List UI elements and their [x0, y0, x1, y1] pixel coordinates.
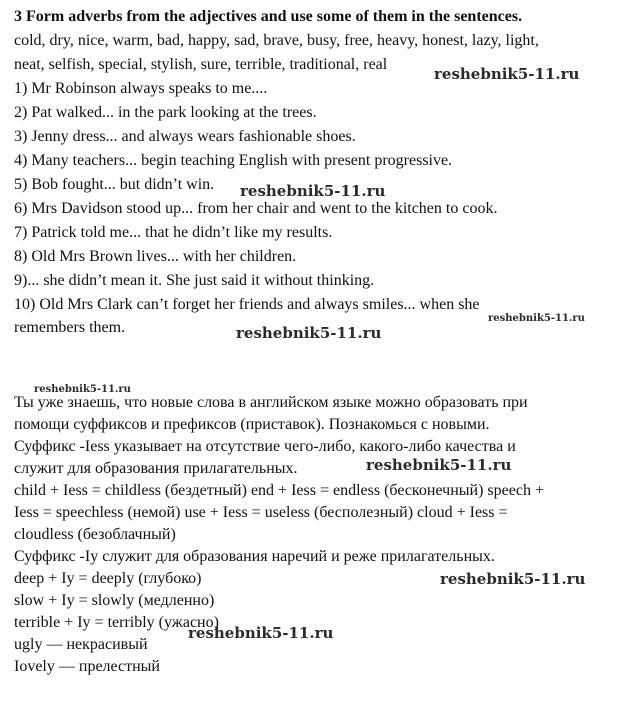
theory-line: cloudless (безоблачный): [14, 526, 176, 543]
word-bank-line: cold, dry, nice, warm, bad, happy, sad, brave, busy, free, heavy, honest, lazy, light,: [14, 32, 539, 49]
theory-line: Суффикс -Iy служит для образования наречий и реже прилагательных.: [14, 548, 495, 565]
watermark: reshebnik5-11.ru: [188, 624, 334, 642]
sentence-5: 5) Bob fought... but didn’t win.: [14, 176, 215, 193]
theory-line: Iess = speechless (немой) use + Iess = useless (бесполезный) cloud + Iess =: [14, 504, 508, 521]
watermark: reshebnik5-11.ru: [34, 384, 131, 395]
theory-line: terrible + Iy = terribly (ужасно): [14, 614, 219, 631]
theory-line: Iovely — прелестный: [14, 658, 160, 675]
watermark: reshebnik5-11.ru: [440, 570, 586, 588]
sentence-6: 6) Mrs Davidson stood up... from her chair and went to the kitchen to cook.: [14, 200, 498, 217]
sentence-7: 7) Patrick told me... that he didn’t like my results.: [14, 224, 333, 241]
sentence-3: 3) Jenny dress... and always wears fashionable shoes.: [14, 128, 356, 145]
theory-line: Ты уже знаешь, что новые слова в английском языке можно образовать при: [14, 394, 528, 411]
theory-line: slow + Iy = slowly (медленно): [14, 592, 215, 609]
theory-line: ugly — некрасивый: [14, 636, 148, 653]
theory-line: Суффикс -Iess указывает на отсутствие чего-либо, какого-либо качества и: [14, 438, 516, 455]
sentence-10: 10) Old Mrs Clark can’t forget her friends and always smiles... when she: [14, 296, 480, 313]
sentence-2: 2) Pat walked... in the park looking at the trees.: [14, 104, 317, 121]
sentence-9: 9)... she didn’t mean it. She just said it without thinking.: [14, 272, 375, 289]
watermark: reshebnik5-11.ru: [240, 182, 386, 200]
watermark: reshebnik5-11.ru: [366, 456, 512, 474]
theory-line: служит для образования прилагательных.: [14, 460, 298, 477]
exercise-title: 3 Form adverbs from the adjectives and use some of them in the sentences.: [14, 8, 523, 25]
watermark: reshebnik5-11.ru: [236, 324, 382, 342]
sentence-1: 1) Mr Robinson always speaks to me....: [14, 80, 268, 97]
sentence-4: 4) Many teachers... begin teaching English with present progressive.: [14, 152, 453, 169]
theory-line: child + Iess = childless (бездетный) end + Iess = endless (бесконечный) speech +: [14, 482, 544, 499]
word-bank-line: neat, selfish, special, stylish, sure, terrible, traditional, real: [14, 56, 388, 73]
theory-line: помощи суффиксов и префиксов (приставок). Познакомься с новыми.: [14, 416, 490, 433]
theory-line: deep + Iy = deeply (глубоко): [14, 570, 202, 587]
watermark: reshebnik5-11.ru: [488, 313, 585, 324]
sentence-10-continued: remembers them.: [14, 319, 126, 336]
watermark: reshebnik5-11.ru: [434, 65, 580, 83]
sentence-8: 8) Old Mrs Brown lives... with her children.: [14, 248, 297, 265]
